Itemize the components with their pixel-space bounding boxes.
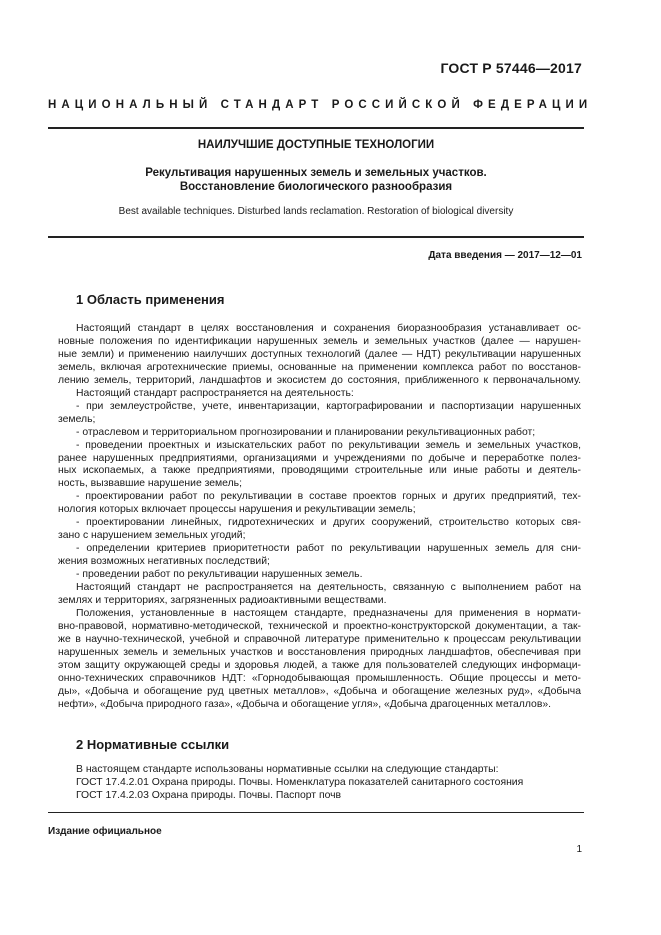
- document-number: ГОСТ Р 57446—2017: [440, 60, 582, 76]
- section-2-heading: 2 Нормативные ссылки: [76, 737, 230, 752]
- section-1-heading: 1 Область применения: [76, 292, 225, 307]
- text-line: зано с нарушением земельных угодий;: [58, 530, 246, 542]
- text-line: - определении критериев приоритетности работ по рекультивации нарушенных земель для сни-: [76, 543, 581, 555]
- text-line: В настоящем стандарте использованы нормативные ссылки на следующие стандарты:: [76, 764, 499, 775]
- text-line: - проведении проектных и изыскательских работ по рекультивации земель и земельных участков,: [76, 439, 581, 451]
- text-line: ных ископаемых, а также предприятиями, проводящими строительные или иные работы и деятель-: [58, 465, 581, 477]
- text-line: земель, включая агротехнические приемы, основанные на применении комплекса работ по восстанов-: [58, 361, 581, 373]
- text-line: нарушенных земель и земельных участков и восстановления природных ландшафтов, обеспечивая при: [58, 646, 581, 658]
- text-line: этом защиту окружающей среды и здоровья людей, а также для пользователей следующих информаци-: [58, 659, 581, 671]
- text-line: жения возможных негативных последствий;: [58, 556, 270, 568]
- title-divider: [48, 236, 584, 238]
- english-title: Best available techniques. Disturbed lands reclamation. Restoration of biological diversity: [118, 206, 514, 217]
- official-edition-label: Издание официальное: [48, 826, 162, 837]
- text-line: - проектировании линейных, гидротехнических и других сооружений, строительство которых свя-: [76, 517, 581, 529]
- text-line: же в научно-технической, учебной и справочной литературе применительно к процессам рекультивации: [58, 633, 581, 645]
- footer-divider: [48, 812, 584, 813]
- text-line: Настоящий стандарт не распространяется на деятельность, связанную с выполнением работ на: [76, 582, 581, 593]
- text-line: ранее нарушенных предприятиями, организациями и учреждениями по добыче и переработке полез-: [58, 452, 581, 464]
- introduction-date: Дата введения — 2017—12—01: [428, 250, 582, 261]
- text-line: нология которых включает процессы нарушения и рекультивации земель;: [58, 504, 416, 516]
- text-line: вно-правовой, нормативно-методической, технической и проектно-конструкторской документации, а так-: [58, 620, 581, 632]
- text-line: - при землеустройстве, учете, инвентаризации, картографировании и паспортизации нарушенных: [76, 400, 581, 412]
- text-line: Настоящий стандарт в целях восстановления и сохранения биоразнообразия устанавливает ос-: [76, 323, 581, 334]
- text-line: - проектировании работ по рекультивации в составе проектов горных и других предприятий, тех-: [76, 491, 581, 503]
- header-divider: [48, 127, 584, 129]
- text-line: лению земель, территорий, ландшафтов и экосистем до состояния, приближенного к первоначальному.: [58, 374, 581, 386]
- document-title: НАИЛУЧШИЕ ДОСТУПНЫЕ ТЕХНОЛОГИИ: [197, 139, 435, 151]
- text-line: Настоящий стандарт распространяется на деятельность:: [76, 387, 354, 399]
- page-number: 1: [576, 844, 582, 855]
- text-line: ды», «Добыча и обогащение руд цветных металлов», «Добыча и обогащение железных руд», «Добыча: [58, 685, 581, 697]
- text-line: землях и территориях, загрязненных радиоактивными веществами.: [58, 594, 387, 606]
- text-line: земель;: [58, 413, 96, 425]
- text-line: ГОСТ 17.4.2.01 Охрана природы. Почвы. Номенклатура показателей санитарного состояния: [76, 777, 524, 789]
- text-line: нефти», «Добыча природного газа», «Добыча и обогащение угля», «Добыча драгоценных металлов».: [58, 698, 552, 710]
- text-line: новные положения по идентификации нарушенных земель и земельных участков (далее — нарушен-: [58, 335, 581, 347]
- national-standard-banner: НАЦИОНАЛЬНЫЙ СТАНДАРТ РОССИЙСКОЙ ФЕДЕРАЦИИ: [48, 99, 593, 111]
- text-line: - отраслевом и территориальном прогнозировании и планировании рекультивационных работ;: [76, 426, 536, 438]
- text-line: - проведении работ по рекультивации нарушенных земель.: [76, 569, 363, 581]
- text-line: ГОСТ 17.4.2.03 Охрана природы. Почвы. Паспорт почв: [76, 790, 342, 802]
- document-subtitle-line-1: Рекультивация нарушенных земель и земельных участков.: [145, 167, 487, 179]
- text-line: Положения, установленные в настоящем стандарте, предназначены для применения в нормати-: [76, 607, 581, 619]
- document-subtitle-line-2: Восстановление биологического разнообразия: [179, 181, 453, 193]
- text-line: онно-технических справочников НДТ: «Горнодобывающая промышленность. Общие процессы и мето-: [58, 672, 581, 684]
- text-line: ность, вызвавшие нарушение земель;: [58, 478, 242, 490]
- text-line: ные земли) и применению наилучших доступных технологий (далее — НДТ) рекультивации нарушенных: [58, 348, 581, 360]
